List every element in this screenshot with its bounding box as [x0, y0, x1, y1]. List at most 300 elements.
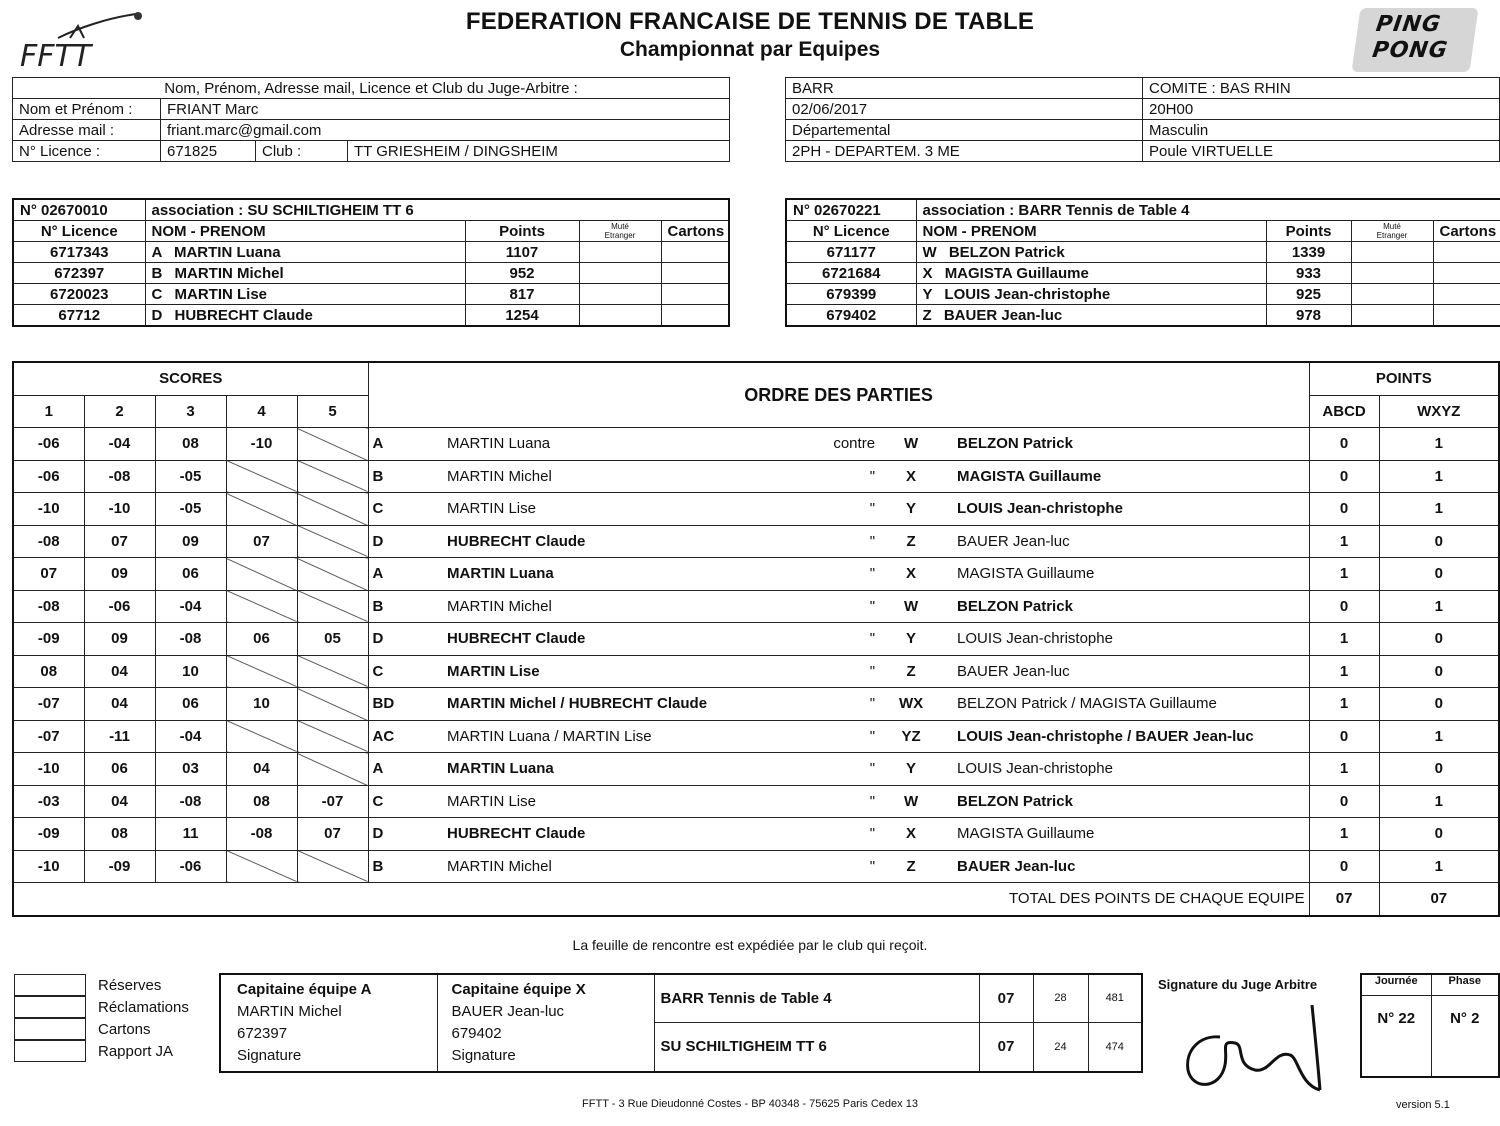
referee-licence-label: N° Licence : — [13, 141, 161, 162]
set-score: -09 — [13, 818, 84, 851]
set-score: 06 — [155, 558, 226, 591]
player-name-cell — [145, 263, 465, 284]
player-mute-cell — [579, 284, 661, 305]
team-a-letters: B — [368, 850, 413, 883]
set-score: -11 — [84, 720, 155, 753]
team-a-player-row — [13, 284, 729, 305]
team-a-letters: C — [368, 655, 413, 688]
set-score: 04 — [226, 753, 297, 786]
referee-club: TT GRIESHEIM / DINGSHEIM — [348, 141, 730, 162]
points-team-a: 0 — [1309, 720, 1379, 753]
checkbox-box[interactable] — [14, 996, 86, 1018]
order-header: ORDRE DES PARTIES — [368, 362, 1309, 428]
journee-value: N° 22 — [1361, 996, 1431, 1078]
set-score: -10 — [13, 493, 84, 526]
result-points-2: 07 — [979, 1022, 1033, 1072]
phase-label: Phase — [1431, 974, 1499, 996]
checklist-label: Rapport JA — [98, 1042, 174, 1060]
versus-label: " — [803, 818, 875, 851]
set-score: 08 — [155, 428, 226, 461]
version-label: version 5.1 — [1396, 1099, 1450, 1111]
team-x-table — [785, 198, 1500, 327]
set-score: -08 — [155, 785, 226, 818]
set-score — [297, 753, 368, 786]
player-points: 1339 — [1266, 242, 1351, 263]
set-score: 07 — [226, 525, 297, 558]
set-score — [297, 493, 368, 526]
checkbox-box[interactable] — [14, 1040, 86, 1062]
points-team-x: 1 — [1379, 428, 1499, 461]
set-score — [297, 428, 368, 461]
event-date: 02/06/2017 — [786, 99, 1143, 120]
points-team-a: 0 — [1309, 850, 1379, 883]
set-score: -08 — [155, 623, 226, 656]
team-x-player-row — [786, 263, 1500, 284]
journee-phase-table — [1360, 973, 1500, 1078]
points-team-x: 0 — [1379, 525, 1499, 558]
team-x-col-mute — [1351, 221, 1433, 242]
set-score: -09 — [13, 623, 84, 656]
player-licence: 679402 — [786, 305, 916, 327]
points-team-x: 1 — [1379, 460, 1499, 493]
set-score: -07 — [297, 785, 368, 818]
points-team-a: 0 — [1309, 590, 1379, 623]
team-x-player: BAUER Jean-luc — [947, 655, 1309, 688]
player-name-cell — [145, 305, 465, 327]
set-score — [297, 558, 368, 591]
match-row — [13, 428, 1499, 461]
points-team-a: 1 — [1309, 818, 1379, 851]
team-a-letters: BD — [368, 688, 413, 721]
points-team-x: 1 — [1379, 493, 1499, 526]
team-x-player-row — [786, 242, 1500, 263]
points-team-a: 1 — [1309, 753, 1379, 786]
pong-logo-text: PONG — [1370, 38, 1450, 63]
match-row — [13, 688, 1499, 721]
player-letter: Y — [922, 285, 933, 303]
footer-address: FFTT - 3 Rue Dieudonné Costes - BP 40348 - 75625 Paris Cedex 13 — [582, 1098, 918, 1110]
team-a-letters: A — [368, 428, 413, 461]
set-score — [297, 460, 368, 493]
player-cards-cell — [1433, 284, 1500, 305]
points-header: POINTS — [1309, 362, 1499, 395]
total-team-a: 07 — [1309, 883, 1379, 916]
team-a-letters: C — [368, 785, 413, 818]
team-x-player-row — [786, 284, 1500, 305]
captain-x-signature: Signature — [451, 1047, 516, 1064]
versus-label: " — [803, 753, 875, 786]
set-3-header: 3 — [155, 395, 226, 428]
team-x-letters: W — [875, 428, 947, 461]
set-score: 07 — [13, 558, 84, 591]
team-a-player: MARTIN Luana — [413, 558, 803, 591]
event-division: 2PH - DEPARTEM. 3 ME — [786, 141, 1143, 162]
set-score: 06 — [84, 753, 155, 786]
versus-label: " — [803, 525, 875, 558]
team-x-letters: Y — [875, 493, 947, 526]
points-team-x: 0 — [1379, 623, 1499, 656]
set-score — [297, 688, 368, 721]
event-pool: Poule VIRTUELLE — [1143, 141, 1500, 162]
set-score: -10 — [13, 753, 84, 786]
team-x-player: BELZON Patrick — [947, 428, 1309, 461]
ping-pong-logo — [1352, 8, 1479, 72]
team-a-letters: B — [368, 460, 413, 493]
player-cards-cell — [1433, 263, 1500, 284]
match-row — [13, 753, 1499, 786]
player-cards-cell — [1433, 242, 1500, 263]
checklist-item[interactable] — [14, 996, 189, 1018]
set-score — [226, 460, 297, 493]
team-x-letters: Y — [875, 753, 947, 786]
player-name: LOUIS Jean-christophe — [944, 285, 1111, 303]
set-score — [297, 525, 368, 558]
checklist-item[interactable] — [14, 974, 189, 996]
player-name-cell — [145, 242, 465, 263]
set-score: 06 — [226, 623, 297, 656]
points-team-a: 1 — [1309, 655, 1379, 688]
points-team-a: 1 — [1309, 525, 1379, 558]
points-team-a: 0 — [1309, 460, 1379, 493]
set-score — [226, 493, 297, 526]
set-score: -03 — [13, 785, 84, 818]
team-a-col-name: NOM - PRENOM — [145, 221, 465, 242]
set-score: -10 — [13, 850, 84, 883]
mute-label: Muté — [1383, 222, 1401, 231]
player-points: 952 — [465, 263, 579, 284]
points-team-a: 0 — [1309, 785, 1379, 818]
team-a-player: MARTIN Luana — [413, 753, 803, 786]
player-points: 817 — [465, 284, 579, 305]
set-score: 07 — [84, 525, 155, 558]
team-a-number: N° 02670010 — [13, 199, 145, 221]
event-gender: Masculin — [1143, 120, 1500, 141]
team-x-letters: WX — [875, 688, 947, 721]
team-a-player: MARTIN Michel / HUBRECHT Claude — [413, 688, 803, 721]
result-sets-1: 28 — [1033, 974, 1088, 1022]
player-name-cell — [916, 263, 1266, 284]
player-points: 1254 — [465, 305, 579, 327]
team-a-letters: B — [368, 590, 413, 623]
versus-label: " — [803, 623, 875, 656]
team-x-association: association : BARR Tennis de Table 4 — [916, 199, 1500, 221]
set-score: 08 — [13, 655, 84, 688]
points-team-x: 1 — [1379, 850, 1499, 883]
player-name-cell — [145, 284, 465, 305]
points-team-x: 1 — [1379, 785, 1499, 818]
player-name-cell — [916, 242, 1266, 263]
player-points: 978 — [1266, 305, 1351, 327]
mute-label: Muté — [611, 222, 629, 231]
journee-label: Journée — [1361, 974, 1431, 996]
match-row — [13, 720, 1499, 753]
team-a-player: HUBRECHT Claude — [413, 623, 803, 656]
player-licence: 67712 — [13, 305, 145, 327]
player-name: MAGISTA Guillaume — [944, 264, 1089, 282]
set-score: 10 — [155, 655, 226, 688]
set-score: -10 — [226, 428, 297, 461]
referee-signature-label: Signature du Juge Arbitre — [1158, 977, 1318, 992]
set-score: 06 — [155, 688, 226, 721]
set-score — [226, 655, 297, 688]
set-score: -08 — [226, 818, 297, 851]
team-x-letters: W — [875, 785, 947, 818]
player-name-cell — [916, 305, 1266, 327]
team-a-player-row — [13, 242, 729, 263]
etranger-label: Etranger — [1376, 231, 1408, 240]
set-score: 04 — [84, 688, 155, 721]
team-a-player: MARTIN Michel — [413, 590, 803, 623]
set-score: -08 — [84, 460, 155, 493]
team-x-player: BELZON Patrick — [947, 785, 1309, 818]
captain-a-name: MARTIN Michel — [237, 1003, 342, 1020]
checkbox-box[interactable] — [14, 974, 86, 996]
team-a-letters: D — [368, 525, 413, 558]
points-team-x: 0 — [1379, 655, 1499, 688]
team-a-player: HUBRECHT Claude — [413, 818, 803, 851]
team-x-player: LOUIS Jean-christophe / BAUER Jean-luc — [947, 720, 1309, 753]
player-mute-cell — [579, 242, 661, 263]
referee-name: FRIANT Marc — [161, 99, 730, 120]
total-label: TOTAL DES POINTS DE CHAQUE EQUIPE — [13, 883, 1309, 916]
championship-subtitle: Championnat par Equipes — [619, 38, 881, 61]
team-x-letters: Z — [875, 850, 947, 883]
player-mute-cell — [1351, 242, 1433, 263]
team-x-player: BELZON Patrick / MAGISTA Guillaume — [947, 688, 1309, 721]
set-score — [226, 558, 297, 591]
player-mute-cell — [1351, 284, 1433, 305]
set-score: -07 — [13, 720, 84, 753]
team-a-player-row — [13, 263, 729, 284]
player-cards-cell — [661, 284, 729, 305]
result-points-1: 07 — [979, 974, 1033, 1022]
player-cards-cell — [1433, 305, 1500, 327]
team-x-player: MAGISTA Guillaume — [947, 460, 1309, 493]
player-name-cell — [916, 284, 1266, 305]
team-a-player: MARTIN Michel — [413, 850, 803, 883]
player-licence: 6721684 — [786, 263, 916, 284]
player-licence: 679399 — [786, 284, 916, 305]
team-a-table — [12, 198, 730, 327]
match-row — [13, 558, 1499, 591]
match-row — [13, 850, 1499, 883]
referee-signature-scribble — [1180, 995, 1340, 1095]
team-x-col-points: Points — [1266, 221, 1351, 242]
team-x-col-cards: Cartons — [1433, 221, 1500, 242]
referee-name-label: Nom et Prénom : — [13, 99, 161, 120]
team-a-player: MARTIN Lise — [413, 785, 803, 818]
event-time: 20H00 — [1143, 99, 1500, 120]
team-a-col-mute — [579, 221, 661, 242]
result-team-2: SU SCHILTIGHEIM TT 6 — [654, 1022, 979, 1072]
team-a-player: HUBRECHT Claude — [413, 525, 803, 558]
player-letter: C — [151, 285, 163, 303]
captain-a-title: Capitaine équipe A — [237, 981, 372, 998]
team-a-col-licence: N° Licence — [13, 221, 145, 242]
versus-label: contre — [803, 428, 875, 461]
versus-label: " — [803, 688, 875, 721]
versus-label: " — [803, 590, 875, 623]
team-x-player: LOUIS Jean-christophe — [947, 623, 1309, 656]
team-x-col-name: NOM - PRENOM — [916, 221, 1266, 242]
team-x-player-row — [786, 305, 1500, 327]
team-x-player: MAGISTA Guillaume — [947, 818, 1309, 851]
points-team-x: 1 — [1379, 720, 1499, 753]
set-score — [297, 850, 368, 883]
player-mute-cell — [1351, 263, 1433, 284]
result-balls-2: 474 — [1088, 1022, 1142, 1072]
team-x-letters: Z — [875, 525, 947, 558]
captain-x-block — [437, 974, 654, 1072]
team-a-player: MARTIN Lise — [413, 493, 803, 526]
player-licence: 6720023 — [13, 284, 145, 305]
set-score: -06 — [155, 850, 226, 883]
match-row — [13, 493, 1499, 526]
player-cards-cell — [661, 263, 729, 284]
total-team-x: 07 — [1379, 883, 1499, 916]
event-level: Départemental — [786, 120, 1143, 141]
match-row — [13, 818, 1499, 851]
set-score: -05 — [155, 493, 226, 526]
set-score: 09 — [84, 558, 155, 591]
player-name: MARTIN Michel — [174, 264, 284, 282]
points-team-a: 0 — [1309, 493, 1379, 526]
set-score — [226, 720, 297, 753]
set-score: 03 — [155, 753, 226, 786]
team-x-letters: YZ — [875, 720, 947, 753]
set-score: -06 — [84, 590, 155, 623]
team-a-letters: D — [368, 818, 413, 851]
match-row — [13, 525, 1499, 558]
player-mute-cell — [579, 305, 661, 327]
captain-x-licence: 679402 — [451, 1025, 502, 1042]
set-score: -08 — [13, 525, 84, 558]
team-x-player: LOUIS Jean-christophe — [947, 493, 1309, 526]
referee-licence: 671825 — [161, 141, 256, 162]
event-committee: COMITE : BAS RHIN — [1143, 78, 1500, 99]
event-info-table — [785, 77, 1500, 162]
set-score: -05 — [155, 460, 226, 493]
matches-table — [12, 361, 1500, 917]
player-cards-cell — [661, 305, 729, 327]
points-team-x: 1 — [1379, 590, 1499, 623]
set-score: 08 — [84, 818, 155, 851]
checkbox-box[interactable] — [14, 1018, 86, 1040]
set-score: -06 — [13, 428, 84, 461]
versus-label: " — [803, 493, 875, 526]
set-score: 09 — [155, 525, 226, 558]
team-x-number: N° 02670221 — [786, 199, 916, 221]
team-x-player: BAUER Jean-luc — [947, 525, 1309, 558]
set-5-header: 5 — [297, 395, 368, 428]
set-score — [297, 720, 368, 753]
team-x-col-licence: N° Licence — [786, 221, 916, 242]
player-points: 925 — [1266, 284, 1351, 305]
set-score: -04 — [155, 590, 226, 623]
captain-x-name: BAUER Jean-luc — [451, 1003, 565, 1020]
captain-x-title: Capitaine équipe X — [451, 981, 586, 998]
player-letter: B — [151, 264, 163, 282]
player-letter: X — [922, 264, 933, 282]
checklist-item[interactable] — [14, 1040, 189, 1062]
player-name: MARTIN Lise — [174, 285, 268, 303]
team-x-player: LOUIS Jean-christophe — [947, 753, 1309, 786]
captain-a-licence: 672397 — [237, 1025, 288, 1042]
result-balls-1: 481 — [1088, 974, 1142, 1022]
match-row — [13, 655, 1499, 688]
set-score: 08 — [226, 785, 297, 818]
set-score: -04 — [155, 720, 226, 753]
team-a-col-cards: Cartons — [661, 221, 729, 242]
set-score: 05 — [297, 623, 368, 656]
abcd-header: ABCD — [1309, 395, 1379, 428]
team-a-player-row — [13, 305, 729, 327]
checklist-label: Cartons — [98, 1020, 151, 1038]
versus-label: " — [803, 785, 875, 818]
set-4-header: 4 — [226, 395, 297, 428]
versus-label: " — [803, 460, 875, 493]
checklist — [14, 974, 189, 1062]
points-team-a: 1 — [1309, 558, 1379, 591]
set-score: 11 — [155, 818, 226, 851]
federation-title: FEDERATION FRANCAISE DE TENNIS DE TABLE — [465, 8, 1035, 35]
team-x-letters: X — [875, 558, 947, 591]
team-a-player: MARTIN Luana — [413, 428, 803, 461]
player-mute-cell — [579, 263, 661, 284]
set-score: 04 — [84, 785, 155, 818]
player-licence: 671177 — [786, 242, 916, 263]
referee-club-label: Club : — [256, 141, 348, 162]
team-x-letters: Z — [875, 655, 947, 688]
team-a-player: MARTIN Luana / MARTIN Lise — [413, 720, 803, 753]
team-a-letters: AC — [368, 720, 413, 753]
versus-label: " — [803, 655, 875, 688]
points-team-a: 1 — [1309, 688, 1379, 721]
set-score: -04 — [84, 428, 155, 461]
player-letter: A — [151, 243, 162, 261]
checklist-item[interactable] — [14, 1018, 189, 1040]
match-row — [13, 785, 1499, 818]
captains-results-table — [219, 973, 1143, 1073]
player-points: 933 — [1266, 263, 1351, 284]
set-score: 10 — [226, 688, 297, 721]
player-letter: D — [151, 306, 163, 324]
player-name: HUBRECHT Claude — [174, 306, 313, 324]
referee-info-table — [12, 77, 730, 162]
team-a-letters: D — [368, 623, 413, 656]
player-mute-cell — [1351, 305, 1433, 327]
player-name: BELZON Patrick — [948, 243, 1065, 261]
set-score — [226, 850, 297, 883]
player-letter: Z — [922, 306, 932, 324]
team-a-player: MARTIN Michel — [413, 460, 803, 493]
captain-a-block — [220, 974, 437, 1072]
scores-header: SCORES — [13, 362, 368, 395]
points-team-x: 0 — [1379, 688, 1499, 721]
set-score — [226, 590, 297, 623]
player-licence: 6717343 — [13, 242, 145, 263]
points-team-x: 0 — [1379, 558, 1499, 591]
set-score: 04 — [84, 655, 155, 688]
checklist-label: Réclamations — [98, 998, 189, 1016]
team-a-player: MARTIN Lise — [413, 655, 803, 688]
referee-email: friant.marc@gmail.com — [161, 120, 730, 141]
referee-heading: Nom, Prénom, Adresse mail, Licence et Club du Juge-Arbitre : — [13, 78, 730, 99]
points-team-x: 0 — [1379, 818, 1499, 851]
team-x-letters: X — [875, 460, 947, 493]
team-x-player: BAUER Jean-luc — [947, 850, 1309, 883]
player-letter: W — [922, 243, 937, 261]
